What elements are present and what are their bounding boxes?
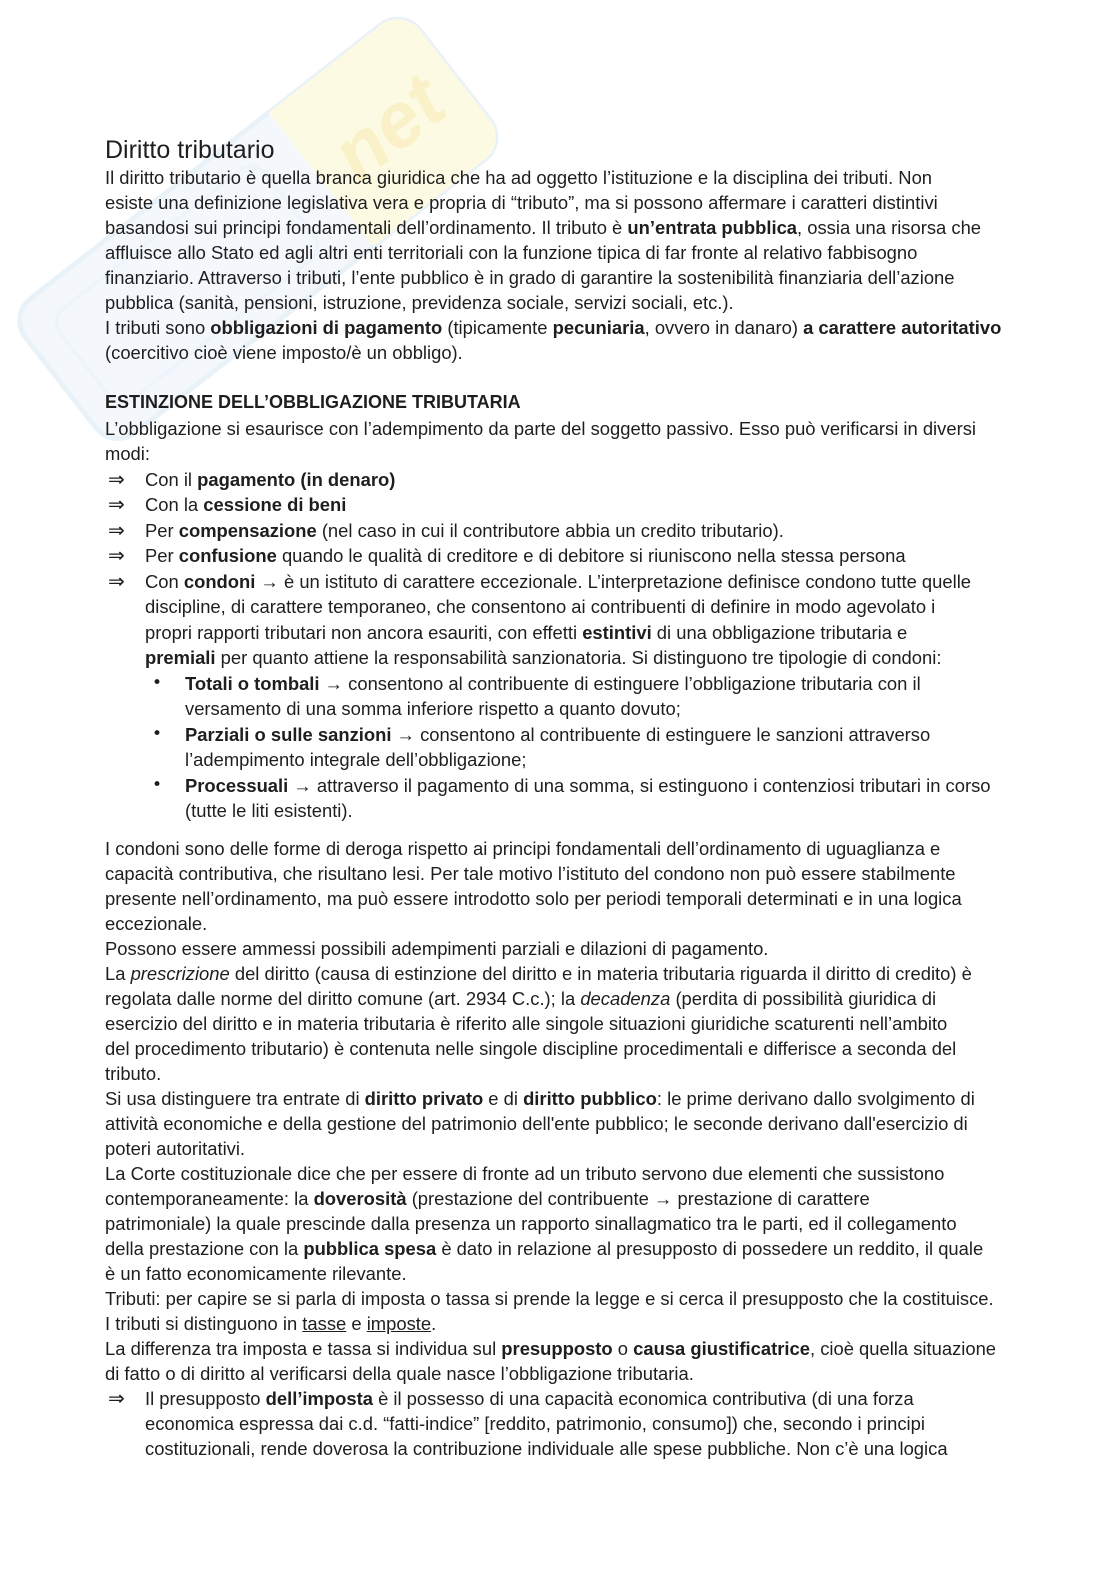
watermark-text: net [314, 56, 462, 198]
paragraph [105, 936, 1095, 961]
bullet-icon: • [152, 774, 163, 795]
text-line: pubblica (sanità, pensioni, istruzione, previdenza sociale, servizi sociali, etc.). [105, 292, 734, 313]
arrow-list-item [105, 1386, 1095, 1461]
bold-text: compensazione [178, 519, 317, 541]
paragraph [105, 315, 1095, 365]
italic-text: decadenza [580, 987, 671, 1009]
double-arrow-icon: ⇒ [108, 568, 125, 593]
text-line: La differenza tra imposta e tassa si individua sul presupposto o causa giustificatrice, cioè quella situazione [105, 1337, 997, 1359]
paragraph [105, 1086, 1095, 1161]
bold-text: a carattere autoritativo [803, 317, 1002, 338]
bold-text: pecuniaria [552, 317, 645, 338]
text-line: regolata dalle norme del diritto comune (art. 2934 C.c.); la decadenza (perdita di possibilità giuridica di [105, 987, 937, 1009]
bullet-list-item [145, 671, 1095, 722]
text-line: affluisce allo Stato ed agli altri enti territoriali con la funzione tipica di far fronte al relativo fabbisogno [105, 242, 918, 263]
paragraph [105, 1311, 1095, 1336]
text-line: L’obbligazione si esaurisce con l’adempimento da parte del soggetto passivo. Esso può verificarsi in diversi [105, 417, 976, 439]
text-line: basandosi sui principi fondamentali dell’ordinamento. Il tributo è un’entrata pubblica, ossia una risorsa che [105, 217, 982, 238]
estinzione-opening [105, 416, 1095, 824]
text-line: I tributi sono obbligazioni di pagamento (tipicamente pecuniaria, ovvero in danaro) a carattere autoritativo [105, 317, 1002, 338]
bold-text: causa giustificatrice [633, 1337, 810, 1359]
paragraph [105, 836, 1095, 936]
text-line: eccezionale. [105, 912, 208, 934]
document-title: Diritto tributario [105, 136, 275, 164]
bold-text: confusione [178, 545, 277, 566]
text-line: versamento di una somma inferiore rispetto a quanto dovuto; [185, 698, 681, 719]
bold-text: presupposto [501, 1337, 613, 1359]
bold-text: obbligazioni di pagamento [210, 317, 443, 338]
paragraph [105, 416, 1095, 467]
double-arrow-icon: ⇒ [108, 1385, 125, 1410]
text-line: l’adempimento integrale dell’obbligazione; [185, 749, 527, 770]
text-line: esiste una definizione legislativa vera e propria di “tributo”, ma si possono affermare i caratteri distintivi [105, 192, 938, 213]
text-line: (tutte le liti esistenti). [185, 800, 353, 821]
double-arrow-icon: ⇒ [108, 492, 125, 516]
text-line: Possono essere ammessi possibili adempimenti parziali e dilazioni di pagamento. [105, 937, 769, 959]
text-line: La prescrizione del diritto (causa di estinzione del diritto e in materia tributaria riguarda il diritto di credito) è [105, 962, 972, 984]
text-line: economica espressa dai c.d. “fatti-indice” [reddito, patrimonio, consumo]) che, secondo i principi [145, 1412, 925, 1434]
text-line: patrimoniale) la quale prescinde dalla presenza un rapporto sinallagmatico tra le parti, ed il collegamento [105, 1212, 957, 1234]
text-line: costituzionali, rende doverosa la contribuzione individuale alle spese pubbliche. Non c’è una logica [145, 1437, 948, 1459]
text-line: (coercitivo cioè viene imposto/è un obbligo). [105, 342, 463, 363]
section-heading: ESTINZIONE DELL’OBBLIGAZIONE TRIBUTARIA [105, 392, 521, 412]
text-line: Parziali o sulle sanzioni → consentono al contribuente di estinguere le sanzioni attraverso [185, 723, 931, 745]
bold-text: dell’imposta [265, 1387, 373, 1409]
double-arrow-icon: ⇒ [108, 466, 125, 491]
arrow-list-item [105, 518, 1095, 544]
bold-text: pubblica spesa [303, 1237, 437, 1259]
text-line: Con il pagamento (in denaro) [145, 468, 396, 490]
text-line: Tributi: per capire se si parla di imposta o tassa si prende la legge e si cerca il presupposto che la costituisce. [105, 1287, 994, 1309]
text-line: finanziario. Attraverso i tributi, l’ente pubblico è in grado di garantire la sostenibilità finanziaria dell’azione [105, 267, 955, 288]
text-line: premiali per quanto attiene la responsabilità sanzionatoria. Si distinguono tre tipologie di condoni: [145, 647, 942, 668]
paragraph [105, 165, 1095, 315]
arrow-list-item [105, 492, 1095, 518]
estinzione-body [105, 836, 1095, 1461]
text-line: presente nell’ordinamento, ma può essere introdotto solo per periodi temporali determinati e in una logica [105, 887, 962, 909]
bold-text: diritto pubblico [523, 1087, 657, 1109]
text-line: tributo. [105, 1062, 162, 1084]
text-line: Con la cessione di beni [145, 494, 347, 515]
text-line: Per confusione quando le qualità di creditore e di debitore si riuniscono nella stessa persona [145, 545, 906, 566]
underlined-text: tasse [302, 1312, 347, 1334]
text-line: propri rapporti tributari non ancora esauriti, con effetti estintivi di una obbligazione tributaria e [145, 621, 908, 643]
arrow-list-item [105, 467, 1095, 493]
bold-text: diritto privato [364, 1087, 484, 1109]
text-line: poteri autoritativi. [105, 1137, 246, 1159]
text-line: Totali o tombali → consentono al contribuente di estinguere l’obbligazione tributaria con il [185, 672, 921, 694]
text-line: I tributi si distinguono in tasse e imposte. [105, 1312, 437, 1334]
arrow-list-item [105, 543, 1095, 569]
text-line: attività economiche e della gestione del patrimonio dell'ente pubblico; le seconde derivano dall'esercizio di [105, 1112, 968, 1134]
bullet-list-item [145, 773, 1095, 824]
arrow-list [105, 467, 1095, 824]
text-line: La Corte costituzionale dice che per essere di fronte ad un tributo servono due elementi che sussistono [105, 1162, 945, 1184]
bold-text: estintivi [582, 621, 652, 643]
arrow-list-item [105, 569, 1095, 824]
document-page [105, 135, 1095, 1461]
double-arrow-icon: ⇒ [108, 517, 125, 542]
bold-text: condoni [183, 570, 256, 592]
bold-text: Processuali [185, 774, 289, 796]
underlined-text: imposte [366, 1312, 432, 1334]
text-line: discipline, di carattere temporaneo, che consentono ai contribuenti di definire in modo agevolato i [145, 596, 936, 617]
bold-text: Totali o tombali [185, 672, 320, 694]
bullet-icon: • [152, 723, 163, 744]
bold-text: cessione di beni [203, 494, 347, 515]
text-line: I condoni sono delle forme di deroga rispetto ai principi fondamentali dell’ordinamento di uguaglianza e [105, 837, 941, 859]
italic-text: prescrizione [130, 962, 230, 984]
text-line: Il presupposto dell’imposta è il possesso di una capacità economica contributiva (di una forza [145, 1387, 914, 1409]
bullet-icon: • [152, 672, 163, 693]
text-line: contemporaneamente: la doverosità (prestazione del contribuente → prestazione di carattere [105, 1187, 870, 1209]
bullet-list-item [145, 722, 1095, 773]
paragraph [105, 1286, 1095, 1311]
text-line: della prestazione con la pubblica spesa è dato in relazione al presupposto di possedere un reddito, il quale [105, 1237, 984, 1259]
paragraph [105, 961, 1095, 1086]
paragraph [105, 1161, 1095, 1286]
intro-section [105, 165, 1095, 365]
text-line: esercizio del diritto e in materia tributaria è riferito alle singole situazioni giuridiche scaturenti nell’ambito [105, 1012, 948, 1034]
bold-text: un’entrata pubblica [627, 217, 798, 238]
text-line: è un fatto economicamente rilevante. [105, 1262, 407, 1284]
paragraph [105, 1336, 1095, 1386]
text-line: Con condoni → è un istituto di carattere eccezionale. L’interpretazione definisce condono tutte quelle [145, 570, 972, 592]
text-line: capacità contributiva, che risultano lesi. Per tale motivo l’istituto del condono non può essere stabilmente [105, 862, 956, 884]
bullet-list [145, 671, 1095, 824]
bold-text: doverosità [313, 1187, 407, 1209]
text-line: di fatto o di diritto al verificarsi della quale nasce l’obbligazione tributaria. [105, 1362, 694, 1384]
text-line: Per compensazione (nel caso in cui il contributore abbia un credito tributario). [145, 519, 784, 541]
text-line: Processuali → attraverso il pagamento di una somma, si estinguono i contenziosi tributari in corso [185, 774, 991, 796]
bold-text: pagamento (in denaro) [197, 468, 396, 490]
text-line: Il diritto tributario è quella branca giuridica che ha ad oggetto l’istituzione e la disciplina dei tributi. Non [105, 167, 933, 188]
arrow-list [105, 1386, 1095, 1461]
bold-text: premiali [145, 647, 216, 668]
bold-text: Parziali o sulle sanzioni [185, 723, 392, 745]
double-arrow-icon: ⇒ [108, 543, 125, 567]
text-line: Si usa distinguere tra entrate di diritto privato e di diritto pubblico: le prime derivano dallo svolgimento di [105, 1087, 975, 1109]
text-line: modi: [105, 443, 150, 464]
text-line: del procedimento tributario) è contenuta nelle singole discipline procedimentali e differisce a seconda del [105, 1037, 957, 1059]
